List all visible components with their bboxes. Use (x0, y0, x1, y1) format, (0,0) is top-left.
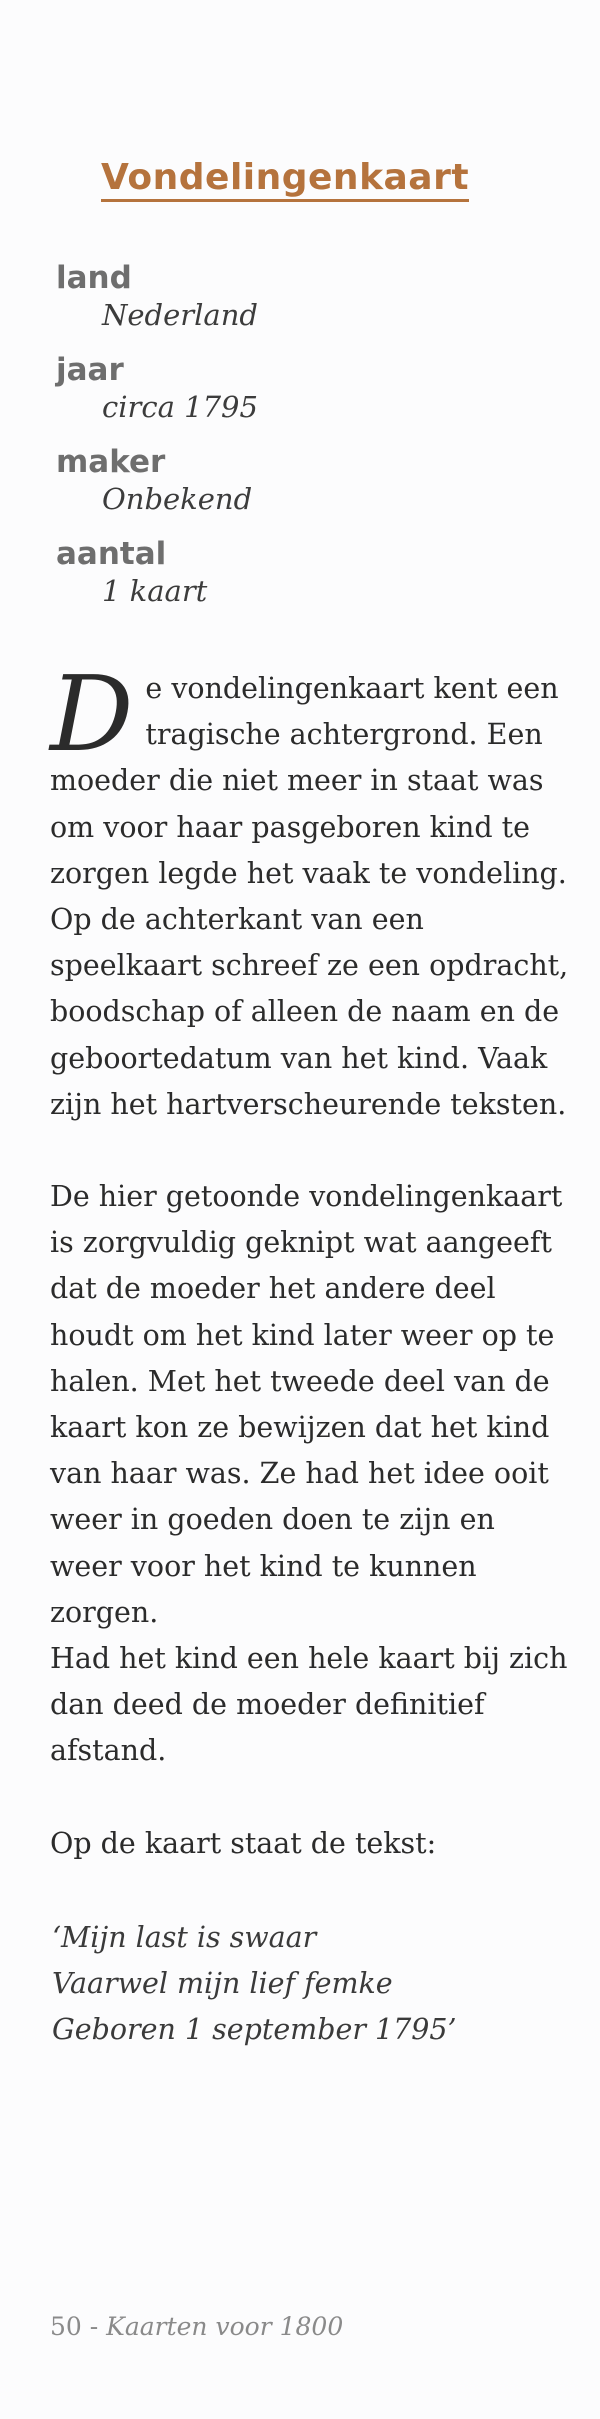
meta-value: Nederland (102, 298, 258, 332)
page-number: 50 (50, 2312, 82, 2341)
meta-label: jaar (56, 352, 124, 388)
paragraph: De hier getoonde vondelingenkaart is zorgvuldig geknipt wat aangeeft dat de moeder het andere deel houdt om het kind later weer op te halen. Met het tweede deel van de kaart kon ze bewijzen dat het kind van haar was. Ze had het idee ooit weer in goeden doen te zijn en weer voor het kind te kunnen zorgen. (50, 1180, 563, 1629)
meta-value: circa 1795 (102, 390, 258, 424)
book-title: Kaarten voor 1800 (106, 2312, 344, 2341)
body-text (50, 653, 570, 1867)
card-inscription-quote (52, 1915, 572, 2053)
paragraph: Op de kaart staat de tekst: (50, 1826, 437, 1860)
meta-value: Onbekend (102, 482, 253, 516)
meta-label: aantal (56, 536, 167, 572)
paragraph-intro (50, 653, 570, 1128)
drop-cap: D (50, 653, 134, 775)
meta-value: 1 kaart (102, 574, 208, 608)
paragraph-text: e vondelingenkaart kent een tragische achtergrond. Een moeder die niet meer in staat was om voor haar pasgeboren kind te zorgen legde het vaak te vondeling. Op de achterkant van een speelkaart schreef ze een opdracht, boodschap of alleen de naam en de geboortedatum van het kind. Vaak zijn het hartverscheurende teksten. (50, 672, 569, 1121)
paragraph-gap (50, 1775, 570, 1821)
meta-item-land (56, 258, 536, 350)
meta-item-jaar (56, 350, 536, 442)
paragraph: Had het kind een hele kaart bij zich dan deed de moeder definitief afstand. (50, 1642, 568, 1768)
meta-label: maker (56, 444, 166, 480)
quote-line: ‘Mijn last is swaar (52, 1921, 317, 1954)
quote-line: Geboren 1 september 1795’ (52, 2013, 457, 2046)
footer-separator: - (81, 2312, 107, 2341)
quote-line: Vaarwel mijn lief femke (52, 1967, 393, 2000)
metadata-list (56, 258, 536, 626)
meta-item-aantal (56, 534, 536, 626)
meta-item-maker (56, 442, 536, 534)
page-footer (50, 2312, 343, 2341)
page-title: Vondelingenkaart (101, 157, 469, 202)
meta-label: land (56, 260, 132, 296)
paragraph-gap (50, 1128, 570, 1174)
